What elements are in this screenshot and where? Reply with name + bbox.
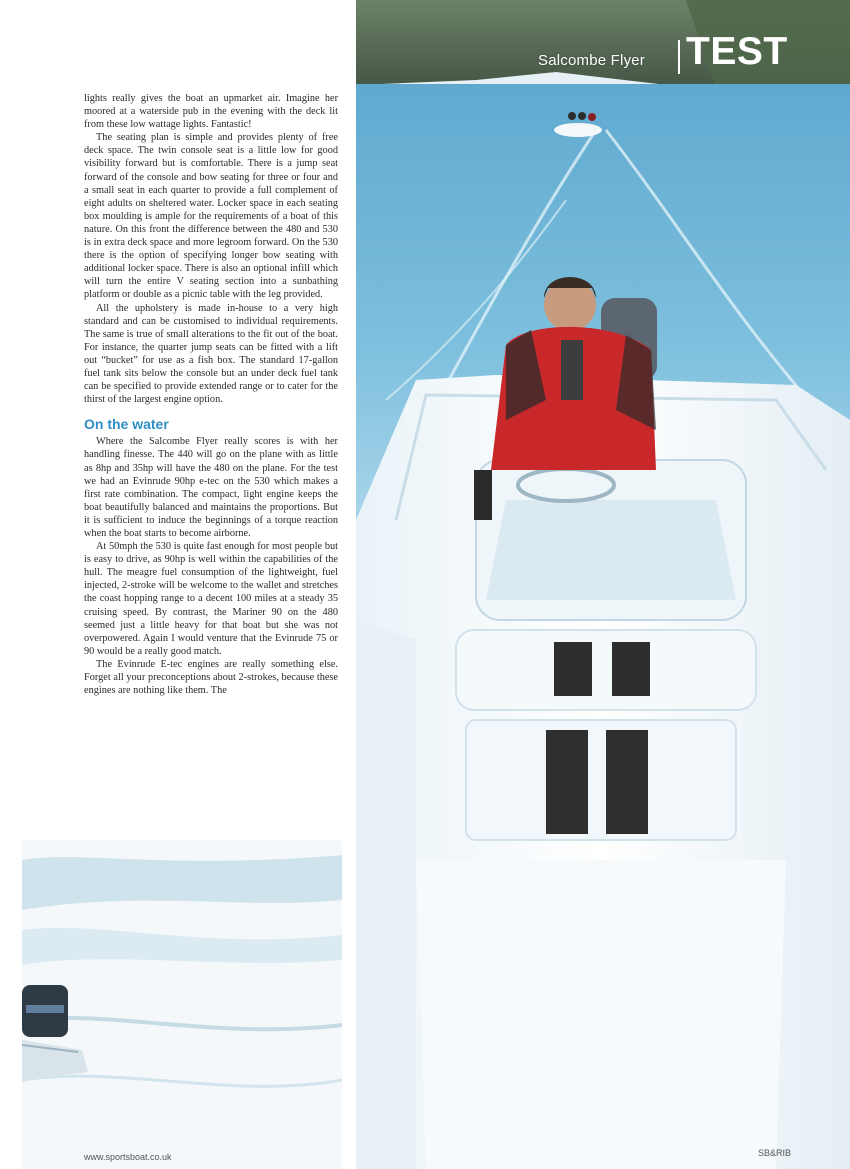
article-body [84,92,338,697]
paragraph: Where the Salcombe Flyer really scores is with her handling finesse. The 440 will go on the plane with as little as 8hp and 35hp will have the 480 on the plane. For the test we had an Evinrude 90hp e-tec on the 530 which makes a first rate combination. The compact, light engine keeps the boat beautifully balanced and maintains the proportions. But it is sufficient to induce the beginnings of a torque reaction when the boat starts to become airborne. [84,436,338,539]
paragraph: The Evinrude E-tec engines are really something else. Forget all your preconceptions about 2-strokes, because these engines are nothing like them. The [84,658,338,697]
footer-url[interactable]: www.sportsboat.co.uk [84,1152,172,1162]
paragraph: The seating plan is simple and provides plenty of free deck space. The twin console seat is a little low for good visibility forward but is comfortable. There is a jump seat forward of the console and bow seating for three or four and a small seat in each quarter to provide a full complement of eight adults on sheltered water. Locker space in each seating box moulding is ample for the requirements of a boat of this nature. On this front the difference between the 480 and 530 is in extra deck space and more legroom forward. On the 530 there is the option of specifying longer bow seating with additional locker space. There is also an optional infill which will turn the entire V seating section into a sunbathing platform or double as a picnic table with the leg provided. [84,132,338,301]
kicker-divider [678,40,680,74]
article-kicker: Salcombe Flyer [538,52,646,69]
footer-publication: SB&RIB [758,1148,792,1158]
subhead: On the water [84,416,169,433]
boat-photo-illustration [356,0,850,1169]
paragraph: lights really gives the boat an upmarket air. Imagine her moored at a waterside pub in the evening with the deck lit from these low wattage lights. Fantastic! [84,93,338,131]
inset-photo [22,840,342,1169]
spray-photo-illustration [22,840,342,1169]
paragraph: At 50mph the 530 is quite fast enough for most people but is easy to drive, as 90hp is well within the capabilities of the hull. The meagre fuel consumption of the lightweight, fuel injected, 2-stroke will be welcome to the wallet and stretches the coast hopping range to a decent 100 miles at a steady 35 cruising speed. By contrast, the Mariner 90 on the 480 seemed just a little heavy for that boat but she was not overpowered. Again I would venture that the Evinrude 75 or 90 would be a really good match. [84,541,338,657]
section-tag: TEST [686,30,788,73]
main-photo [356,0,850,1169]
paragraph: All the upholstery is made in-house to a very high standard and can be customised to individual requirements. The same is true of small alterations to the fit out of the boat. For instance, the quarter jump seats can be fitted with a lift out “bucket” for use as a fish box. The standard 17-gallon fuel tank sits below the console but an under deck fuel tank can be specified to provide extended range or to cater for the thirst of the largest engine option. [84,302,338,406]
